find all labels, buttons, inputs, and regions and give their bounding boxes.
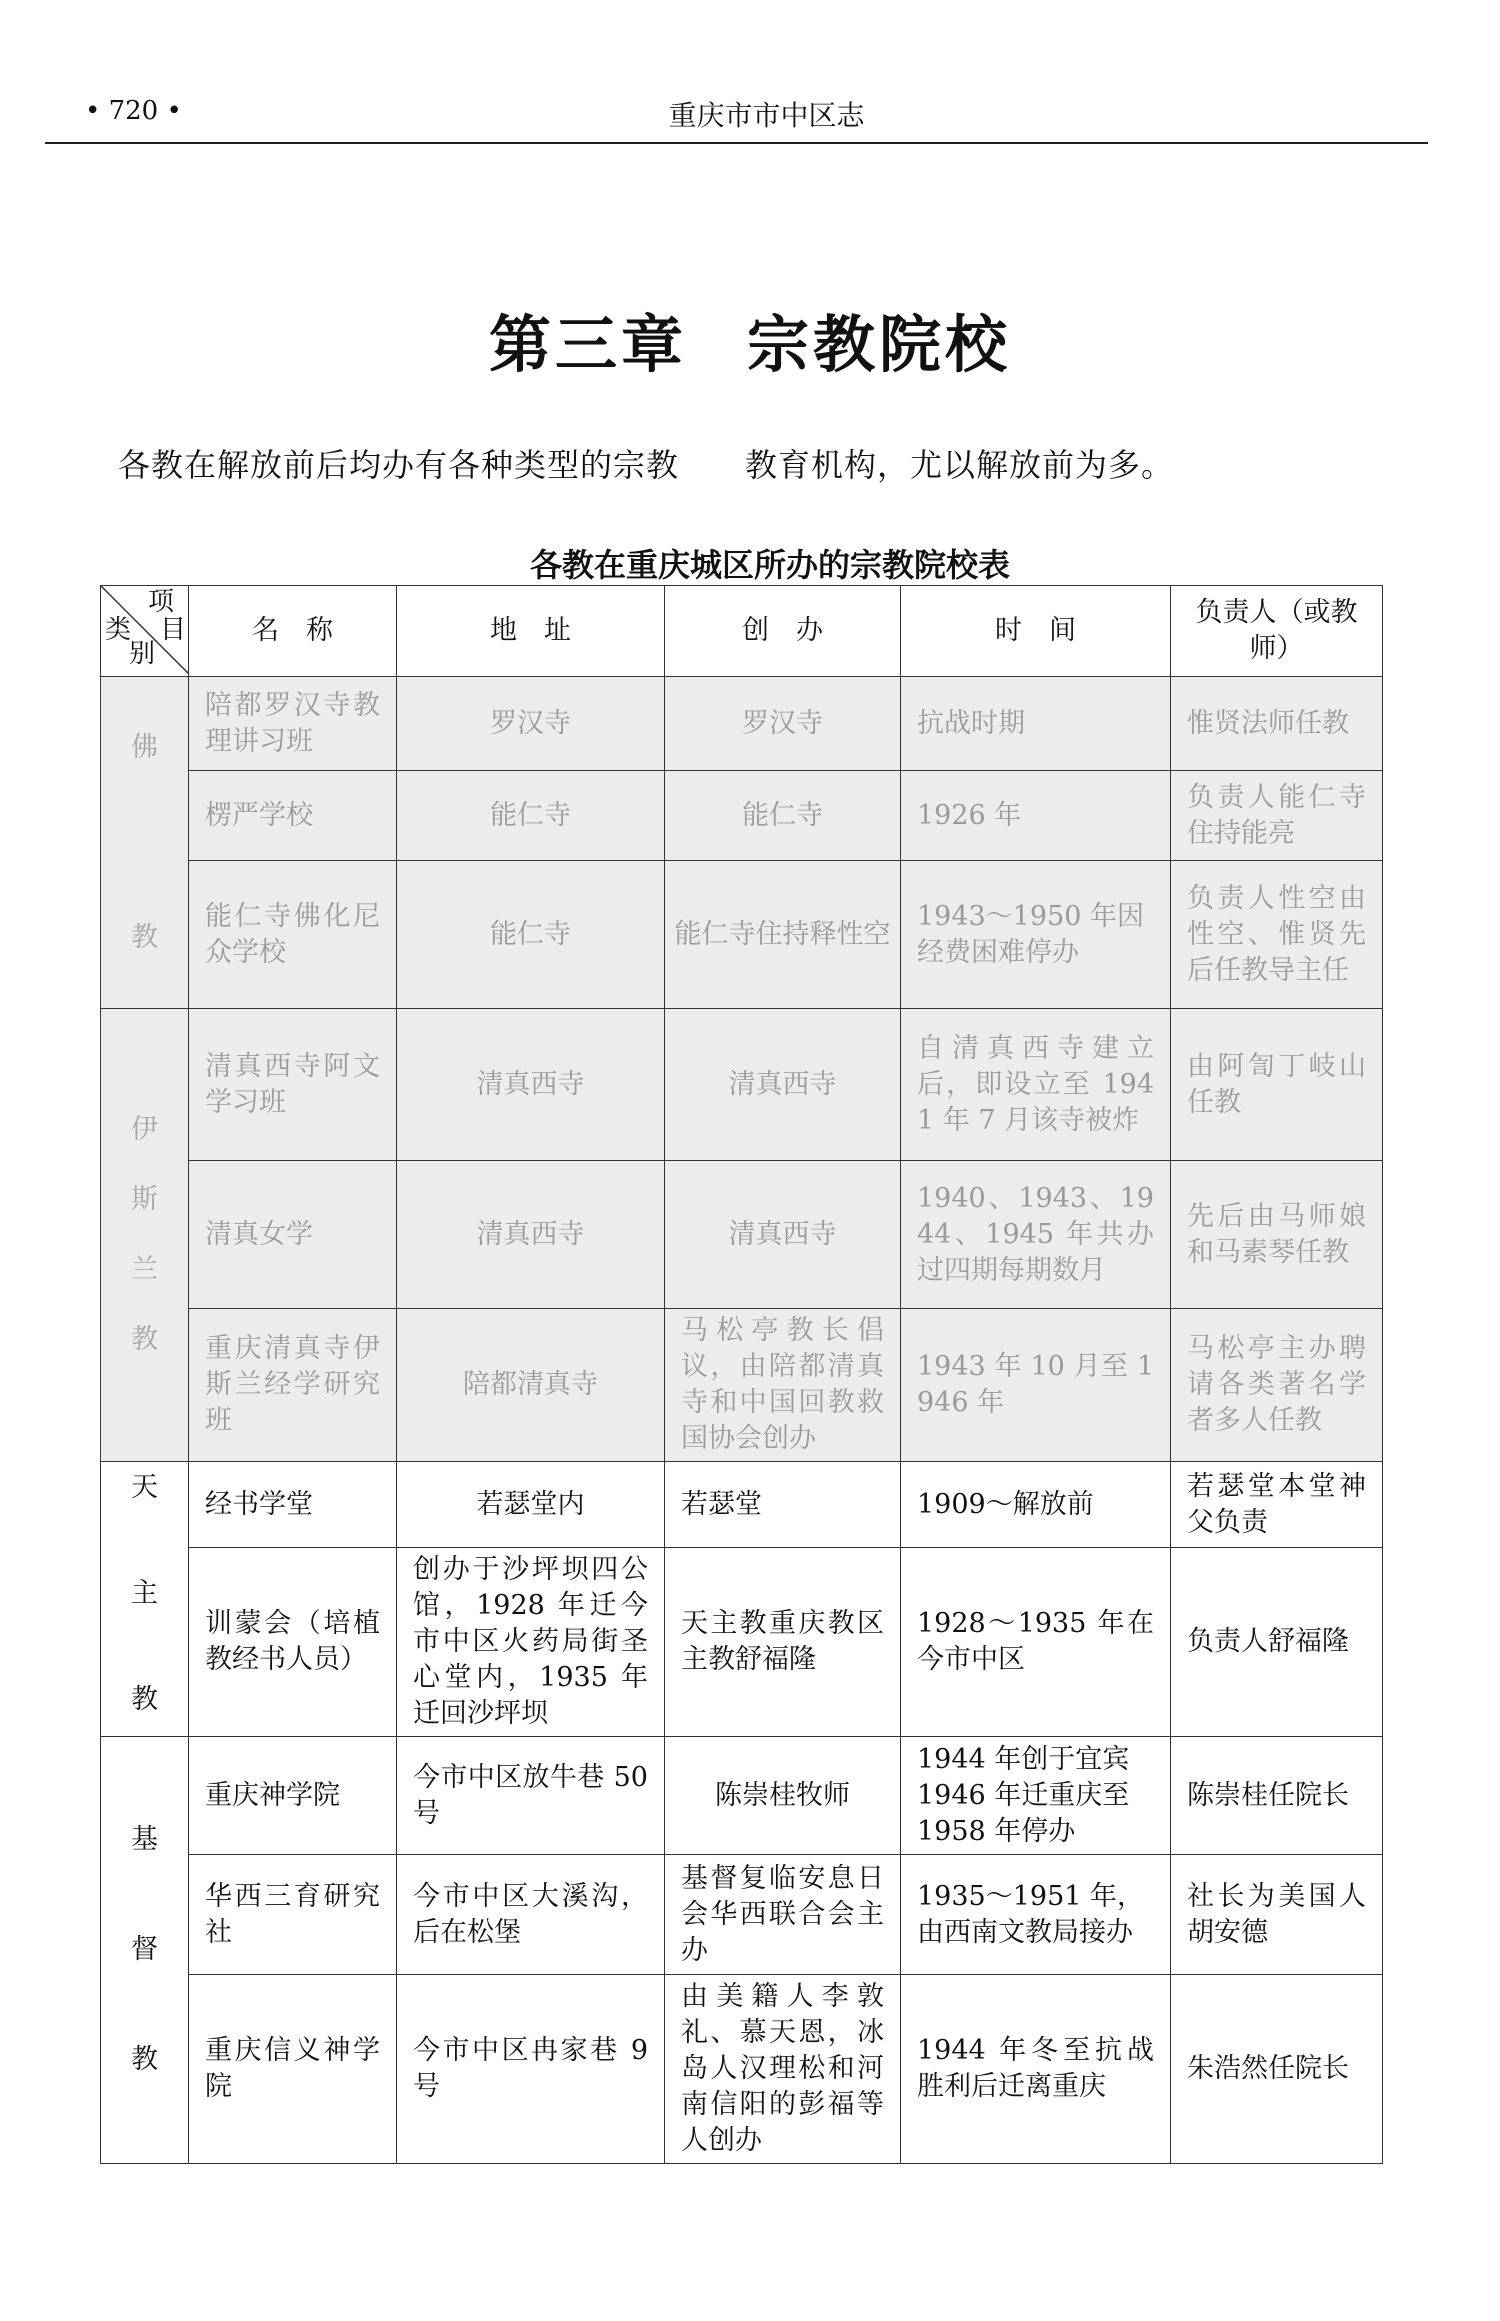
cell-time: 抗战时期: [901, 677, 1171, 771]
corner-label-category: 类: [105, 615, 132, 645]
category-cell-buddhism: [101, 677, 189, 1009]
cell-head: 负责人舒福隆: [1171, 1548, 1383, 1737]
category-char: 天: [131, 1472, 158, 1503]
cell-founder: 马松亭教长倡议，由陪都清真寺和中国回教救国协会创办: [665, 1309, 901, 1462]
page-number: • 720 •: [85, 96, 182, 126]
table-row: [101, 1161, 1383, 1309]
cell-address: 能仁寺: [397, 861, 665, 1009]
cell-name: 华西三育研究社: [189, 1855, 397, 1975]
cell-time: 1944 年创于宜宾 1946 年迁重庆至 1958 年停办: [901, 1737, 1171, 1855]
corner-label-item-2: 目: [159, 615, 186, 645]
cell-name: 清真西寺阿文学习班: [189, 1009, 397, 1161]
chapter-title: [0, 295, 1500, 384]
cell-address: 若瑟堂内: [397, 1462, 665, 1548]
category-char: 督: [131, 1934, 158, 1965]
cell-head: 若瑟堂本堂神父负责: [1171, 1462, 1383, 1548]
table-row: [101, 1009, 1383, 1161]
intro-part-1: 各教在解放前后均办有各种类型的宗教: [118, 446, 680, 484]
cell-founder: 由美籍人李敦礼、慕天恩，冰岛人汉理松和河南信阳的彭福等人创办: [665, 1975, 901, 2164]
header-name: 名 称: [189, 586, 397, 677]
category-cell-islam: [101, 1009, 189, 1462]
table-title: 各教在重庆城区所办的宗教院校表: [529, 546, 1010, 584]
cell-address: 清真西寺: [397, 1161, 665, 1309]
cell-name: 重庆神学院: [189, 1737, 397, 1855]
category-char: 基: [131, 1824, 158, 1855]
cell-head: 负责人能仁寺住持能亮: [1171, 771, 1383, 861]
header-time: 时 间: [901, 586, 1171, 677]
table-row: [101, 1975, 1383, 2164]
chapter-number: 第三章: [488, 308, 687, 381]
category-char: 教: [131, 1684, 158, 1715]
intro-paragraph: [118, 440, 1174, 486]
table-header-row: [101, 586, 1383, 677]
cell-time: 1940、1943、1944、1945 年共办过四期每期数月: [901, 1161, 1171, 1309]
cell-address: 清真西寺: [397, 1009, 665, 1161]
header-head: 负责人（或教师）: [1171, 586, 1383, 677]
table-row: [101, 1548, 1383, 1737]
cell-time: 1944 年冬至抗战胜利后迁离重庆: [901, 1975, 1171, 2164]
cell-founder: 能仁寺住持释性空: [665, 861, 901, 1009]
header-founder: 创 办: [665, 586, 901, 677]
category-char: 教: [131, 2044, 158, 2075]
cell-time: 1928～1935 年在今市中区: [901, 1548, 1171, 1737]
table-row: [101, 861, 1383, 1009]
cell-founder: 清真西寺: [665, 1009, 901, 1161]
category-char: 斯: [131, 1184, 158, 1215]
corner-header-cell: [101, 586, 189, 677]
cell-time: 1909～解放前: [901, 1462, 1171, 1548]
cell-address: 罗汉寺: [397, 677, 665, 771]
cell-time: 1926 年: [901, 771, 1171, 861]
cell-time: 1943～1950 年因经费困难停办: [901, 861, 1171, 1009]
cell-founder: 罗汉寺: [665, 677, 901, 771]
cell-founder: 若瑟堂: [665, 1462, 901, 1548]
intro-part-2: 教育机构，尤以解放前为多。: [745, 446, 1175, 484]
cell-time: 自清真西寺建立后，即设立至 1941 年 7 月该寺被炸: [901, 1009, 1171, 1161]
schools-table: [100, 585, 1383, 2164]
cell-name: 重庆信义神学院: [189, 1975, 397, 2164]
category-char: 主: [131, 1578, 158, 1609]
cell-founder: 陈崇桂牧师: [665, 1737, 901, 1855]
cell-head: 由阿訇丁岐山任教: [1171, 1009, 1383, 1161]
category-cell-catholicism: [101, 1462, 189, 1737]
page-header: [45, 92, 1428, 144]
cell-name: 能仁寺佛化尼众学校: [189, 861, 397, 1009]
cell-founder: 能仁寺: [665, 771, 901, 861]
cell-founder: 清真西寺: [665, 1161, 901, 1309]
category-char: 兰: [131, 1254, 158, 1285]
table-row: [101, 771, 1383, 861]
cell-time: 1935～1951 年，由西南文教局接办: [901, 1855, 1171, 1975]
chapter-name: 宗教院校: [747, 308, 1012, 381]
cell-name: 经书学堂: [189, 1462, 397, 1548]
cell-head: 马松亭主办聘请各类著名学者多人任教: [1171, 1309, 1383, 1462]
cell-time: 1943 年 10 月至 1946 年: [901, 1309, 1171, 1462]
cell-name: 重庆清真寺伊斯兰经学研究班: [189, 1309, 397, 1462]
corner-label-category-2: 别: [129, 639, 156, 669]
table-row: [101, 1309, 1383, 1462]
table-row: [101, 1462, 1383, 1548]
cell-address: 今市中区放牛巷 50 号: [397, 1737, 665, 1855]
category-char: 佛: [131, 731, 158, 763]
cell-address: 陪都清真寺: [397, 1309, 665, 1462]
cell-head: 负责人性空由性空、惟贤先后任教导主任: [1171, 861, 1383, 1009]
table-row: [101, 1737, 1383, 1855]
category-char: 教: [131, 921, 158, 953]
cell-name: 楞严学校: [189, 771, 397, 861]
cell-head: 先后由马师娘和马素琴任教: [1171, 1161, 1383, 1309]
cell-name: 清真女学: [189, 1161, 397, 1309]
cell-founder: 基督复临安息日会华西联合会主办: [665, 1855, 901, 1975]
table-row: [101, 1855, 1383, 1975]
category-char: 教: [131, 1324, 158, 1355]
cell-address: 今市中区大溪沟，后在松堡: [397, 1855, 665, 1975]
category-cell-protestantism: [101, 1737, 189, 2164]
cell-head: 陈崇桂任院长: [1171, 1737, 1383, 1855]
cell-founder: 天主教重庆教区主教舒福隆: [665, 1548, 901, 1737]
table-row: [101, 677, 1383, 771]
corner-label-item: 项: [147, 587, 174, 617]
header-address: 地 址: [397, 586, 665, 677]
running-title: 重庆市市中区志: [668, 99, 865, 132]
cell-address: 今市中区冉家巷 9 号: [397, 1975, 665, 2164]
cell-head: 朱浩然任院长: [1171, 1975, 1383, 2164]
cell-head: 社长为美国人胡安德: [1171, 1855, 1383, 1975]
cell-address: 能仁寺: [397, 771, 665, 861]
cell-name: 陪都罗汉寺教理讲习班: [189, 677, 397, 771]
cell-address: 创办于沙坪坝四公馆，1928 年迁今市中区火药局街圣心堂内，1935 年迁回沙坪坝: [397, 1548, 665, 1737]
category-char: 伊: [131, 1114, 158, 1145]
cell-head: 惟贤法师任教: [1171, 677, 1383, 771]
cell-name: 训蒙会（培植教经书人员）: [189, 1548, 397, 1737]
